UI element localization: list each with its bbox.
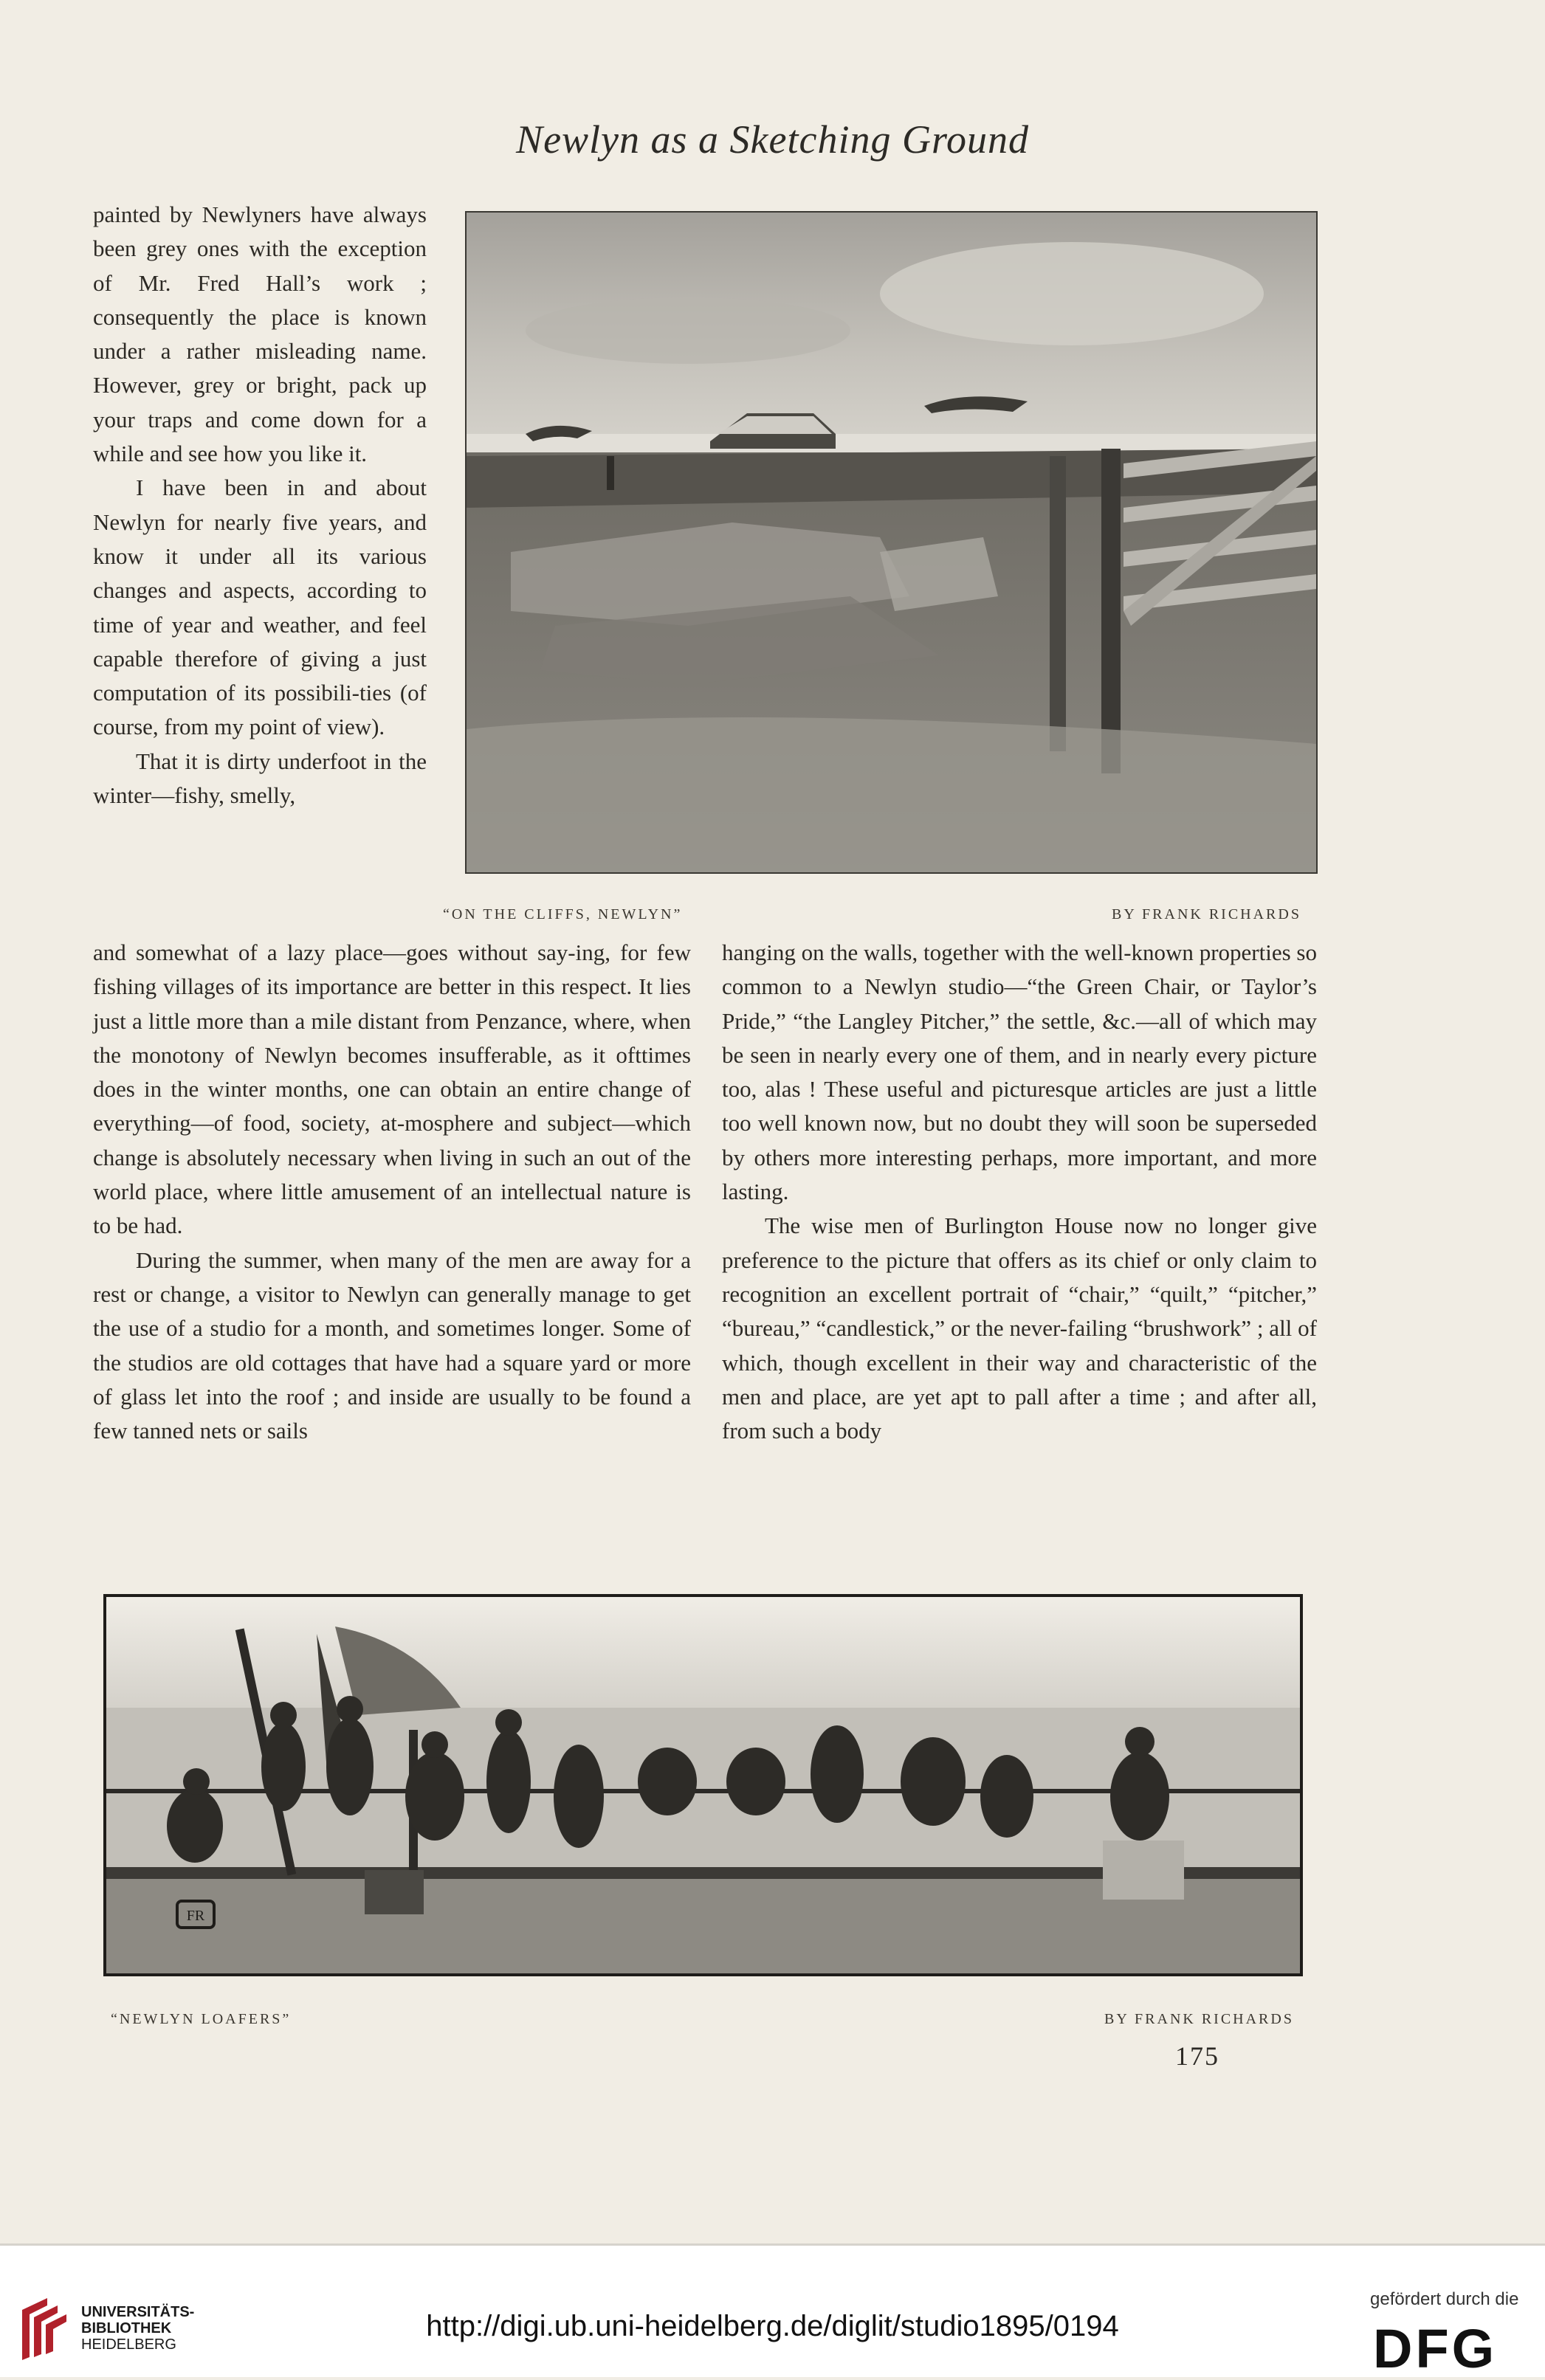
- cliffs-credit: BY FRANK RICHARDS: [1112, 906, 1301, 922]
- paragraph: That it is dirty underfoot in the winter—fishy, smelly,: [93, 748, 427, 809]
- paragraph: painted by Newlyners have always been grey ones with the exception of Mr. Fred Hall’s work ; consequently the place is known under a rather misleading name. However, grey or bright, pack up your traps and come down for a while and see how you like it.: [93, 201, 427, 467]
- right-text-column: [722, 936, 1317, 1448]
- paragraph: hanging on the walls, together with the well-known properties so common to a Newlyn studio—“the Green Chair, or Taylor’s Pride,” “the Langley Pitcher,” the settle, &c.—all of which may be seen in nearly every one of them, and in nearly every picture too, alas ! These useful and picturesque articles are just a little too well known now, but no doubt they will soon be superseded by others more interesting perhaps, more important, and more lasting.: [722, 939, 1317, 1205]
- cliffs-illustration: [465, 211, 1318, 874]
- digitization-footer: [0, 2243, 1545, 2377]
- paragraph: The wise men of Burlington House now no longer give preference to the picture that offers as its chief or only claim to recognition an excellent portrait of “chair,” “quilt,” “pitcher,” “bureau,” “candlestick,” or the never-failing “brushwork” ; all of which, though excellent in their way and characteristic of the men and place, are yet apt to pall after a time ; and after all, from such a body: [722, 1213, 1317, 1444]
- cliffs-caption: “ON THE CLIFFS, NEWLYN”: [443, 906, 683, 922]
- paragraph: and somewhat of a lazy place—goes without say-ing, for few fishing villages of its importance are better in this respect. It lies just a little more than a mile distant from Penzance, where, when the monotony of Newlyn becomes insufferable, as it ofttimes does in the winter months, one can obtain an entire change of everything—of food, society, at-mosphere and subject—which change is absolutely necessary when living in such an out of the world place, where little amusement of an intellectual nature is to be had.: [93, 939, 691, 1239]
- left-text-column: [93, 936, 691, 1448]
- library-name: UNIVERSITÄTS- BIBLIOTHEK HEIDELBERG: [81, 2304, 195, 2353]
- page-number: 175: [1175, 2041, 1219, 2071]
- artist-monogram: FR: [186, 1908, 205, 1924]
- narrow-text-column: [93, 198, 427, 813]
- footer-divider: [0, 2243, 1545, 2246]
- sponsor-label: gefördert durch die: [1370, 2289, 1519, 2309]
- paragraph: I have been in and about Newlyn for nearly five years, and know it under all its various changes and aspects, according to time of year and weather, and feel capable therefore of giving a just computation of its possibili-ties (of course, from my point of view).: [93, 475, 427, 740]
- loafers-credit: BY FRANK RICHARDS: [1104, 2011, 1294, 2027]
- paragraph: During the summer, when many of the men are away for a rest or change, a visitor to Newlyn can generally manage to get the use of a studio for a month, and sometimes longer. Some of the studios are old cottages that have had a square yard or more of glass let into the roof ; and inside are usually to be found a few tanned nets or sails: [93, 1246, 691, 1444]
- page-title: Newlyn as a Sketching Ground: [516, 117, 1029, 162]
- source-url-link[interactable]: http://digi.ub.uni-heidelberg.de/diglit/studio1895/0194: [426, 2310, 1119, 2342]
- dfg-logo: DFG: [1373, 2318, 1498, 2379]
- loafers-caption: “NEWLYN LOAFERS”: [111, 2011, 292, 2027]
- loafers-illustration: [103, 1594, 1303, 1976]
